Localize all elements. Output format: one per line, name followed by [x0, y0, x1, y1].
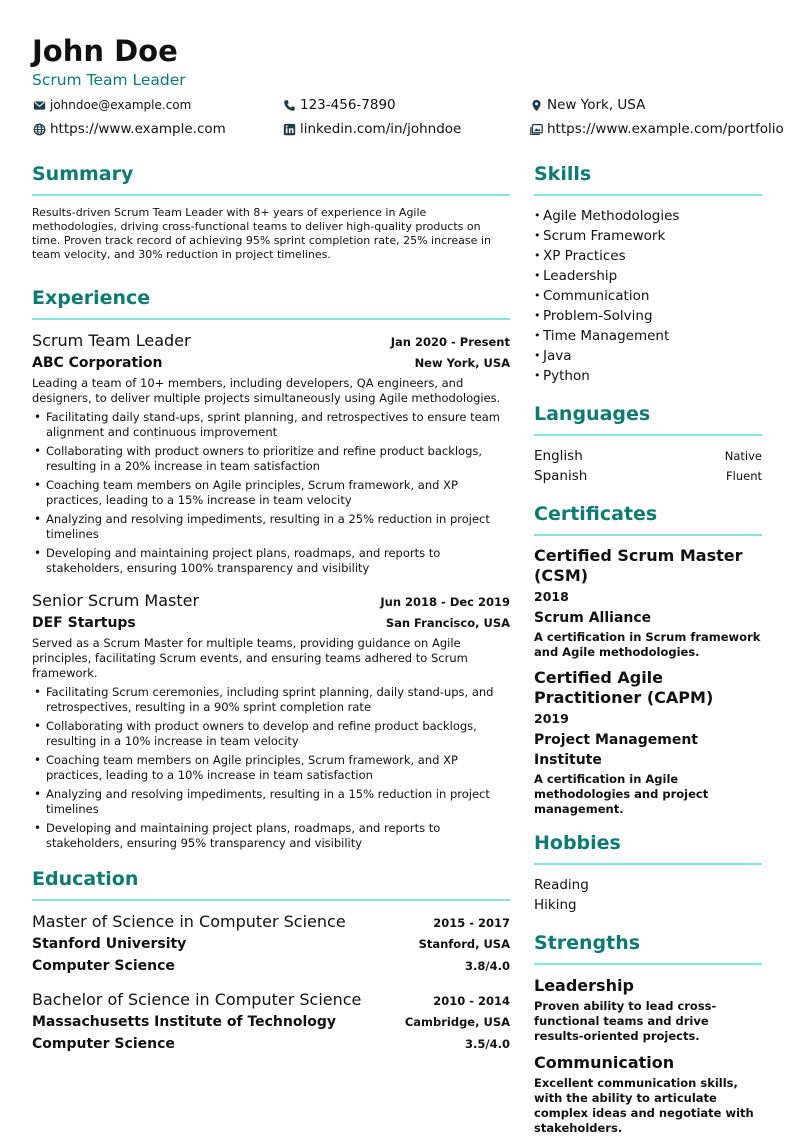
- gpa: 3.8/4.0: [465, 959, 510, 973]
- contact-linkedin[interactable]: [282, 120, 461, 138]
- education-entry: [32, 911, 510, 977]
- email-text: johndoe@example.com: [50, 98, 192, 112]
- globe-icon: [32, 122, 46, 136]
- job-achievements: [32, 410, 510, 576]
- field-of-study: Computer Science: [32, 958, 175, 974]
- email-icon: [32, 98, 46, 112]
- certificate-entry: [534, 668, 762, 817]
- experience-section: [32, 284, 510, 851]
- certificate-name: Certified Scrum Master (CSM): [534, 546, 743, 585]
- school-name: Stanford University: [32, 936, 187, 952]
- degree-name: Bachelor of Science in Computer Science: [32, 990, 362, 1009]
- job-achievements: [32, 685, 510, 851]
- job-entry: [32, 330, 510, 576]
- resume-header: [32, 33, 772, 91]
- skill-item: • Scrum Framework: [534, 226, 762, 246]
- job-location: San Francisco, USA: [385, 616, 510, 630]
- job-dates: Jan 2020 - Present: [390, 335, 510, 349]
- skill-item: • Time Management: [534, 326, 762, 346]
- contact-phone[interactable]: [282, 96, 396, 114]
- contact-website[interactable]: [32, 120, 226, 138]
- skill-item: • Agile Methodologies: [534, 206, 762, 226]
- field-of-study: Computer Science: [32, 1036, 175, 1052]
- strength-name: Leadership: [534, 976, 634, 995]
- job-title: Senior Scrum Master: [32, 591, 200, 610]
- school-name: Massachusetts Institute of Technology: [32, 1014, 337, 1030]
- school-location: Stanford, USA: [418, 937, 510, 951]
- left-column: [32, 160, 510, 1067]
- job-description: Leading a team of 10+ members, including developers, QA engineers, and designers, to deliver multiple projects simultaneously using Agile methodologies.: [32, 376, 501, 405]
- skill-item: • Python: [534, 366, 762, 386]
- achievement-item: • Analyzing and resolving impediments, resulting in a 15% reduction in project timelines: [32, 787, 510, 817]
- achievement-item: • Facilitating Scrum ceremonies, including sprint planning, daily stand-ups, and retrospectives, resulting in a 90% sprint completion rate: [32, 685, 510, 715]
- job-entry: [32, 590, 510, 851]
- achievement-item: • Collaborating with product owners to develop and refine product backlogs, resulting in a 10% increase in team velocity: [32, 719, 510, 749]
- phone-text: 123-456-7890: [300, 97, 396, 113]
- achievement-item: • Developing and maintaining project plans, roadmaps, and reports to stakeholders, ensuring 100% transparency and visibility: [32, 546, 510, 576]
- languages-section: [534, 400, 762, 486]
- company-name: DEF Startups: [32, 615, 136, 631]
- language-name: English: [534, 448, 583, 464]
- experience-heading: Experience: [32, 284, 510, 320]
- strength-name: Communication: [534, 1053, 675, 1072]
- language-level: Native: [724, 449, 762, 463]
- strength-description: Excellent communication skills, with the ability to articulate complex ideas and negotiate with stakeholders.: [534, 1076, 754, 1135]
- certificate-description: A certification in Scrum framework and Agile methodologies.: [534, 630, 761, 659]
- languages-heading: Languages: [534, 400, 762, 436]
- achievement-item: • Coaching team members on Agile principles, Scrum framework, and XP practices, leading to a 10% increase in team satisfaction: [32, 753, 510, 783]
- contact-location: [529, 96, 645, 114]
- education-dates: 2015 - 2017: [433, 916, 510, 930]
- summary-text: Results-driven Scrum Team Leader with 8+ years of experience in Agile methodologies, driving cross-functional teams to deliver high-quality products on time. Proven track record of achieving 95% sprint completion rate, 25% increase in team velocity, and 30% reduction in project timelines.: [32, 206, 491, 261]
- portfolio-icon: [529, 122, 543, 136]
- language-name: Spanish: [534, 468, 588, 484]
- strength-entry: [534, 975, 762, 1044]
- achievement-item: • Facilitating daily stand-ups, sprint planning, and retrospectives to ensure team alignment and continuous improvement: [32, 410, 510, 440]
- hobbies-heading: Hobbies: [534, 829, 762, 865]
- strength-entry: [534, 1052, 762, 1136]
- skill-item: • Communication: [534, 286, 762, 306]
- contact-email[interactable]: [32, 96, 191, 114]
- job-description: Served as a Scrum Master for multiple teams, providing guidance on Agile principles, facilitating Scrum events, and ensuring teams adhered to Scrum framework.: [32, 636, 468, 680]
- language-item: [534, 446, 762, 466]
- strengths-heading: Strengths: [534, 929, 762, 965]
- education-section: [32, 865, 510, 1055]
- hobby-item: Hiking: [534, 897, 577, 913]
- candidate-name: John Doe: [32, 34, 178, 68]
- portfolio-text: https://www.example.com/portfolio: [547, 121, 784, 137]
- education-heading: Education: [32, 865, 510, 901]
- skills-heading: Skills: [534, 160, 762, 196]
- certificates-section: [534, 500, 762, 817]
- linkedin-text: linkedin.com/in/johndoe: [300, 121, 462, 137]
- language-item: [534, 466, 762, 486]
- linkedin-icon: [282, 122, 296, 136]
- candidate-title: Scrum Team Leader: [32, 71, 186, 89]
- language-level: Fluent: [726, 469, 762, 483]
- summary-heading: Summary: [32, 160, 510, 196]
- certificate-name: Certified Agile Practitioner (CAPM): [534, 668, 714, 707]
- contact-portfolio[interactable]: [529, 120, 784, 138]
- education-dates: 2010 - 2014: [433, 994, 510, 1008]
- certificate-entry: [534, 546, 762, 660]
- achievement-item: • Developing and maintaining project plans, roadmaps, and reports to stakeholders, ensuring 95% transparency and visibility: [32, 821, 510, 851]
- gpa: 3.5/4.0: [465, 1037, 510, 1051]
- strength-description: Proven ability to lead cross-functional teams and drive results-oriented projects.: [534, 999, 717, 1043]
- skill-item: • XP Practices: [534, 246, 762, 266]
- certificates-heading: Certificates: [534, 500, 762, 536]
- certificate-description: A certification in Agile methodologies and project management.: [534, 772, 709, 816]
- degree-name: Master of Science in Computer Science: [32, 912, 346, 931]
- website-text: https://www.example.com: [50, 121, 226, 137]
- hobby-item: Reading: [534, 877, 589, 893]
- job-title: Scrum Team Leader: [32, 331, 191, 350]
- school-location: Cambridge, USA: [404, 1015, 510, 1029]
- skills-list: [534, 206, 762, 386]
- company-name: ABC Corporation: [32, 355, 163, 371]
- skills-section: [534, 160, 762, 386]
- job-location: New York, USA: [414, 356, 510, 370]
- skill-item: • Java: [534, 346, 762, 366]
- strengths-section: [534, 929, 762, 1136]
- job-dates: Jun 2018 - Dec 2019: [380, 595, 510, 609]
- phone-icon: [282, 98, 296, 112]
- hobbies-section: [534, 829, 762, 915]
- certificate-issuer: Project Management Institute: [534, 732, 698, 768]
- achievement-item: • Coaching team members on Agile principles, Scrum framework, and XP practices, leading to a 15% increase in team velocity: [32, 478, 510, 508]
- skill-item: • Problem-Solving: [534, 306, 762, 326]
- right-column: [534, 160, 762, 1144]
- location-text: New York, USA: [547, 97, 646, 113]
- summary-section: [32, 160, 510, 262]
- certificate-issuer: Scrum Alliance: [534, 610, 652, 626]
- skill-item: • Leadership: [534, 266, 762, 286]
- achievement-item: • Analyzing and resolving impediments, resulting in a 25% reduction in project timelines: [32, 512, 510, 542]
- location-pin-icon: [529, 98, 543, 112]
- certificate-year: 2018: [534, 589, 569, 604]
- certificate-year: 2019: [534, 711, 569, 726]
- education-entry: [32, 989, 510, 1055]
- achievement-item: • Collaborating with product owners to prioritize and refine product backlogs, resulting in a 20% increase in team satisfaction: [32, 444, 510, 474]
